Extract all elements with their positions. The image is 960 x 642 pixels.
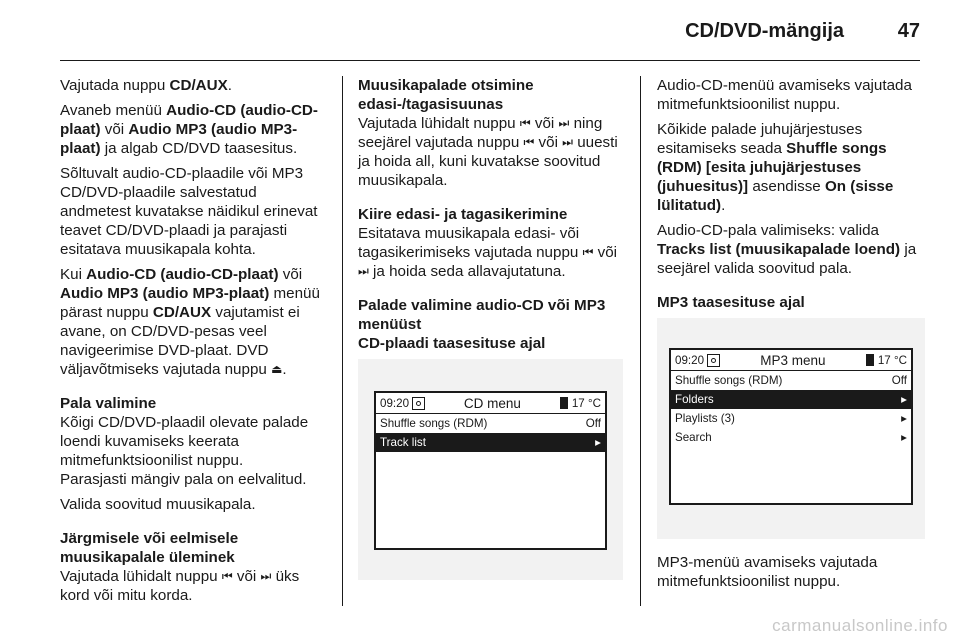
menu-item-track-list[interactable]: Track list ▸ <box>376 433 605 452</box>
cd-menu-screenshot <box>358 359 623 580</box>
paragraph: Esitatava muusikapala edasi- või tagasikerimiseks vajutada nuppu ⏮ või ⏭ ja hoida seda allavajutatuna. <box>358 225 618 280</box>
menu-item-folders[interactable]: Folders ▸ <box>671 390 911 409</box>
menu-item-shuffle[interactable]: Shuffle songs (RDM) Off <box>675 374 907 387</box>
chevron-right-icon: ▸ <box>901 393 907 406</box>
paragraph: Audio-CD-pala valimiseks: valida Tracks list (muusikapalade loend) ja seejärel valida soovitud pala. <box>657 222 917 277</box>
paragraph: Avaneb menüü Audio-CD (audio-CD-plaat) või Audio MP3 (audio MP3-plaat) ja algab CD/DVD taasesitus. <box>60 102 318 157</box>
paragraph: Vajutada nuppu CD/AUX. <box>60 77 232 94</box>
page-header <box>0 0 960 62</box>
paragraph: Sõltuvalt audio-CD-plaadile või MP3 CD/DVD-plaadile salvestatud andmetest kuvatakse näidikul erinevat teavet CD/DVD-plaadi ja parajasti esitatava muusikapala kohta. <box>60 165 318 258</box>
disc-icon <box>707 354 720 367</box>
previous-track-icon: ⏮ <box>523 135 535 149</box>
mp3-menu-screenshot <box>657 318 925 539</box>
eject-icon: ⏏ <box>271 362 283 376</box>
chevron-right-icon: ▸ <box>595 436 601 449</box>
paragraph: Audio-CD-menüü avamiseks vajutada mitmefunktsioonilist nuppu. <box>657 77 912 113</box>
section-heading: Järgmisele või eelmisele muusikapalale üleminek <box>60 530 239 566</box>
section-heading: MP3 taasesituse ajal <box>657 294 805 311</box>
display-status-bar <box>376 393 605 414</box>
column-3 <box>657 76 925 597</box>
clock: 09:20 <box>675 353 705 367</box>
clock: 09:20 <box>380 396 410 410</box>
column-2 <box>358 76 623 580</box>
menu-item-playlists[interactable]: Playlists (3) ▸ <box>671 409 911 428</box>
next-track-icon: ⏭ <box>358 264 369 278</box>
page-title: CD/DVD-mängija <box>685 20 844 42</box>
menu-title: CD menu <box>463 395 521 411</box>
paragraph: Valida soovitud muusikapala. <box>60 496 256 513</box>
cd-menu-display <box>374 391 607 550</box>
column-divider-2 <box>640 76 641 606</box>
footer-watermark: carmanualsonline.info <box>772 616 948 635</box>
next-track-icon: ⏭ <box>562 135 573 149</box>
thermometer-icon <box>560 397 568 409</box>
next-track-icon: ⏭ <box>260 569 272 583</box>
display-status-bar <box>671 350 911 371</box>
paragraph: Kõigi CD/DVD-plaadil olevate palade loendi kuvamiseks keerata mitmefunktsioonilist nuppu. <box>60 414 309 469</box>
section-heading: Palade valimine audio-CD või MP3 menüüst <box>358 297 606 333</box>
menu-item-shuffle[interactable]: Shuffle songs (RDM) Off <box>380 417 601 430</box>
paragraph: Vajutada lühidalt nuppu ⏮ või ⏭ ning seejärel vajutada nuppu ⏮ või ⏭ uuesti ja hoida all, kuni kuvatakse soovitud muusikapala. <box>358 115 618 189</box>
chevron-right-icon: ▸ <box>901 431 907 444</box>
previous-track-icon: ⏮ <box>221 569 233 583</box>
mp3-menu-display <box>669 348 913 505</box>
menu-item-search[interactable]: Search ▸ <box>671 428 911 447</box>
column-divider-1 <box>342 76 343 606</box>
column-1 <box>60 76 326 611</box>
paragraph: Parasjasti mängiv pala on eelvalitud. <box>60 471 307 488</box>
menu-title: MP3 menu <box>760 352 826 368</box>
next-track-icon: ⏭ <box>558 116 570 130</box>
temperature: 17 °C <box>877 353 907 367</box>
previous-track-icon: ⏮ <box>519 116 531 130</box>
paragraph: Kõikide palade juhujärjestuses esitamiseks seada Shuffle songs (RDM) [esita juhujärjestuses (juhuesitus)] asendisse On (sisse lülitatud). <box>657 121 894 214</box>
paragraph: Kui Audio-CD (audio-CD-plaat) või Audio MP3 (audio MP3-plaat) menüü pärast nuppu CD/AUX vajutamist ei avane, on CD/DVD-pesas veel navigeerimise DVD-plaat. DVD väljavõtmiseks vajutada nuppu ⏏. <box>60 266 320 378</box>
disc-icon <box>412 397 425 410</box>
section-heading: Pala valimine <box>60 395 157 412</box>
temperature: 17 °C <box>571 396 601 410</box>
header-rule <box>60 60 920 61</box>
previous-track-icon: ⏮ <box>582 245 594 259</box>
section-heading: Kiire edasi- ja tagasikerimine <box>358 206 568 223</box>
page-number: 47 <box>897 20 920 42</box>
chevron-right-icon: ▸ <box>901 412 907 425</box>
section-heading: CD-plaadi taasesituse ajal <box>358 335 546 352</box>
thermometer-icon <box>866 354 874 366</box>
paragraph: Vajutada lühidalt nuppu ⏮ või ⏭ üks kord või mitu korda. <box>60 568 300 604</box>
section-heading: Muusikapalade otsimine edasi-/tagasisuunas <box>358 77 534 113</box>
paragraph: MP3-menüü avamiseks vajutada mitmefunktsioonilist nuppu. <box>657 554 878 590</box>
